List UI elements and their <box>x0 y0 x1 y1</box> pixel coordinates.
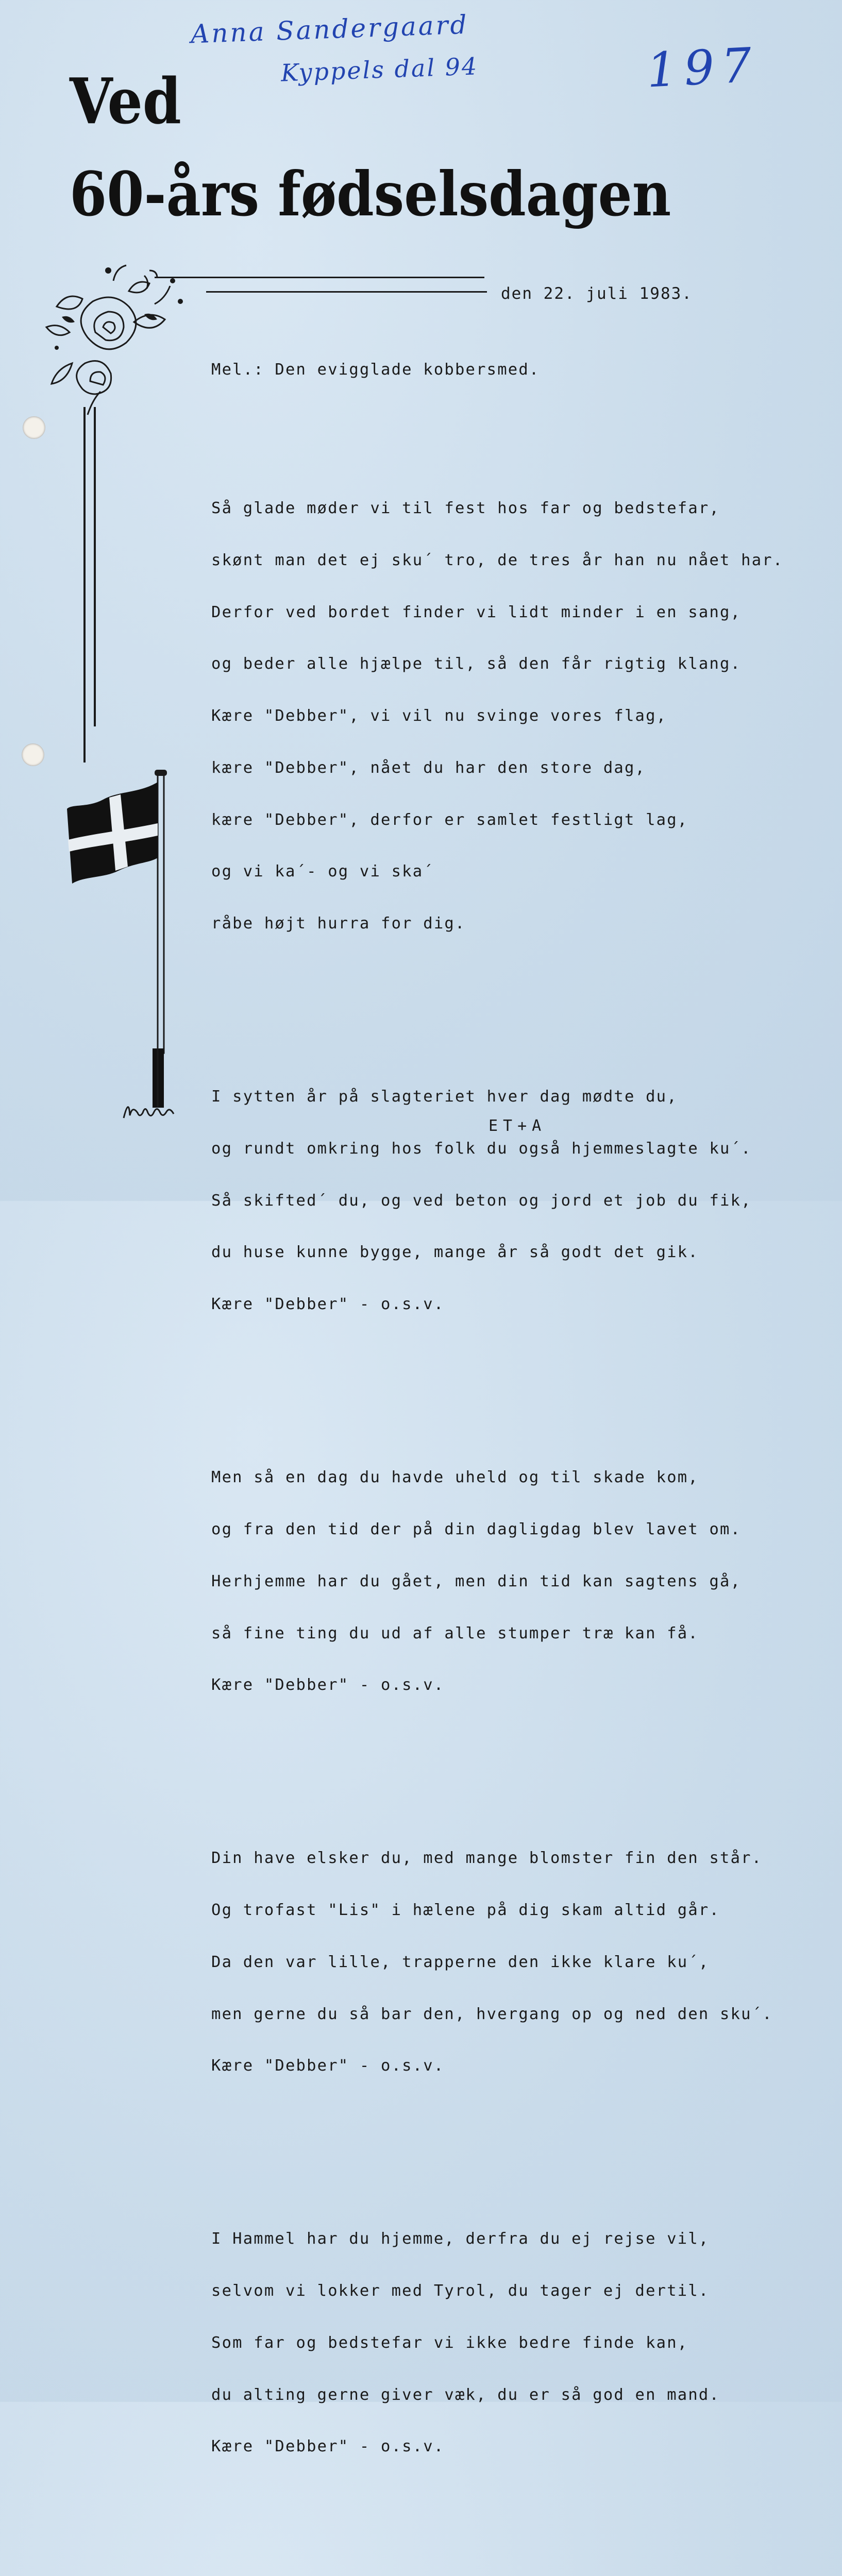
poem <box>211 327 783 2576</box>
poem-line: Kære "Debber" - o.s.v. <box>211 2057 445 2075</box>
handwritten-address: Kyppels dal 94 <box>280 52 479 87</box>
poem-line: og beder alle hjælpe til, så den får rigtig klang. <box>211 655 742 673</box>
poem-line: Så skifted´ du, og ved beton og jord et job du fik, <box>211 1191 752 1210</box>
punch-hole <box>22 743 44 766</box>
punch-hole <box>23 416 45 439</box>
poem-line: kære "Debber", derfor er samlet festligt lag, <box>211 810 688 829</box>
poem-line: Kære "Debber" - o.s.v. <box>211 2437 445 2456</box>
melody-line: Mel.: Den evigglade kobbersmed. <box>211 361 540 379</box>
poem-line: Da den var lille, trapperne den ikke klare ku´, <box>211 1953 710 1971</box>
poem-line: du huse kunne bygge, mange år så godt det gik. <box>211 1243 699 1262</box>
poem-line: skønt man det ej sku´ tro, de tres år han nu nået har. <box>211 551 784 569</box>
poem-line: Kære "Debber" - o.s.v. <box>211 1295 445 1314</box>
poem-line: selvom vi lokker med Tyrol, du tager ej dertil. <box>211 2282 710 2300</box>
poem-line: så fine ting du ud af alle stumper træ kan få. <box>211 1624 699 1642</box>
flower-ornament-icon <box>26 260 201 425</box>
title-line-1: Ved <box>70 64 181 138</box>
stanza-2 <box>211 1054 783 1348</box>
poem-line: I sytten år på slagteriet hver dag mødte du, <box>211 1088 678 1106</box>
border-line-right <box>94 407 96 726</box>
handwritten-name: Anna Sandergaard <box>190 9 469 49</box>
header-rule-bottom <box>206 291 487 293</box>
poem-line: du alting gerne giver væk, du er så god en mand. <box>211 2385 720 2404</box>
poem-line: og fra den tid der på din dagligdag blev lavet om. <box>211 1520 742 1538</box>
poem-line: og vi ka´- og vi ska´ <box>211 862 434 881</box>
poem-line: Derfor ved bordet finder vi lidt minder i en sang, <box>211 603 742 621</box>
danish-flag-icon <box>62 768 196 1123</box>
handwritten-number: 197 <box>645 37 761 98</box>
stanza-5 <box>211 2196 783 2490</box>
poem-line: Som far og bedstefar vi ikke bedre finde kan, <box>211 2333 688 2352</box>
header-rule-top <box>155 277 484 278</box>
poem-line: Herhjemme har du gået, men din tid kan sagtens gå, <box>211 1572 742 1590</box>
poem-line: Kære "Debber" - o.s.v. <box>211 1676 445 1694</box>
poem-line: Og trofast "Lis" i hælene på dig skam altid går. <box>211 1901 720 1920</box>
poem-line: og rundt omkring hos folk du også hjemmeslagte ku´. <box>211 1139 752 1158</box>
poem-line: Så glade møder vi til fest hos far og bedstefar, <box>211 499 720 517</box>
signature: ET+A <box>489 1117 547 1135</box>
stanza-3 <box>211 1434 783 1728</box>
poem-line: Din have elsker du, med mange blomster fin den står. <box>211 1849 763 1868</box>
illustrator-signature-icon <box>121 1092 183 1128</box>
poem-line: men gerne du så bar den, hvergang op og ned den sku´. <box>211 2005 773 2023</box>
poem-line: Men så en dag du havde uheld og til skade kom, <box>211 1468 699 1487</box>
poem-line: I Hammel har du hjemme, derfra du ej rejse vil, <box>211 2230 710 2248</box>
stanza-4 <box>211 1815 783 2109</box>
title-line-2: 60-års fødselsdagen <box>70 158 671 230</box>
border-line-left <box>83 407 86 762</box>
date-line: den 22. juli 1983. <box>501 284 693 303</box>
poem-line: råbe højt hurra for dig. <box>211 914 466 933</box>
stanza-1 <box>211 465 783 967</box>
poem-line: Kære "Debber", vi vil nu svinge vores flag, <box>211 707 667 725</box>
poem-line: kære "Debber", nået du har den store dag, <box>211 758 646 777</box>
